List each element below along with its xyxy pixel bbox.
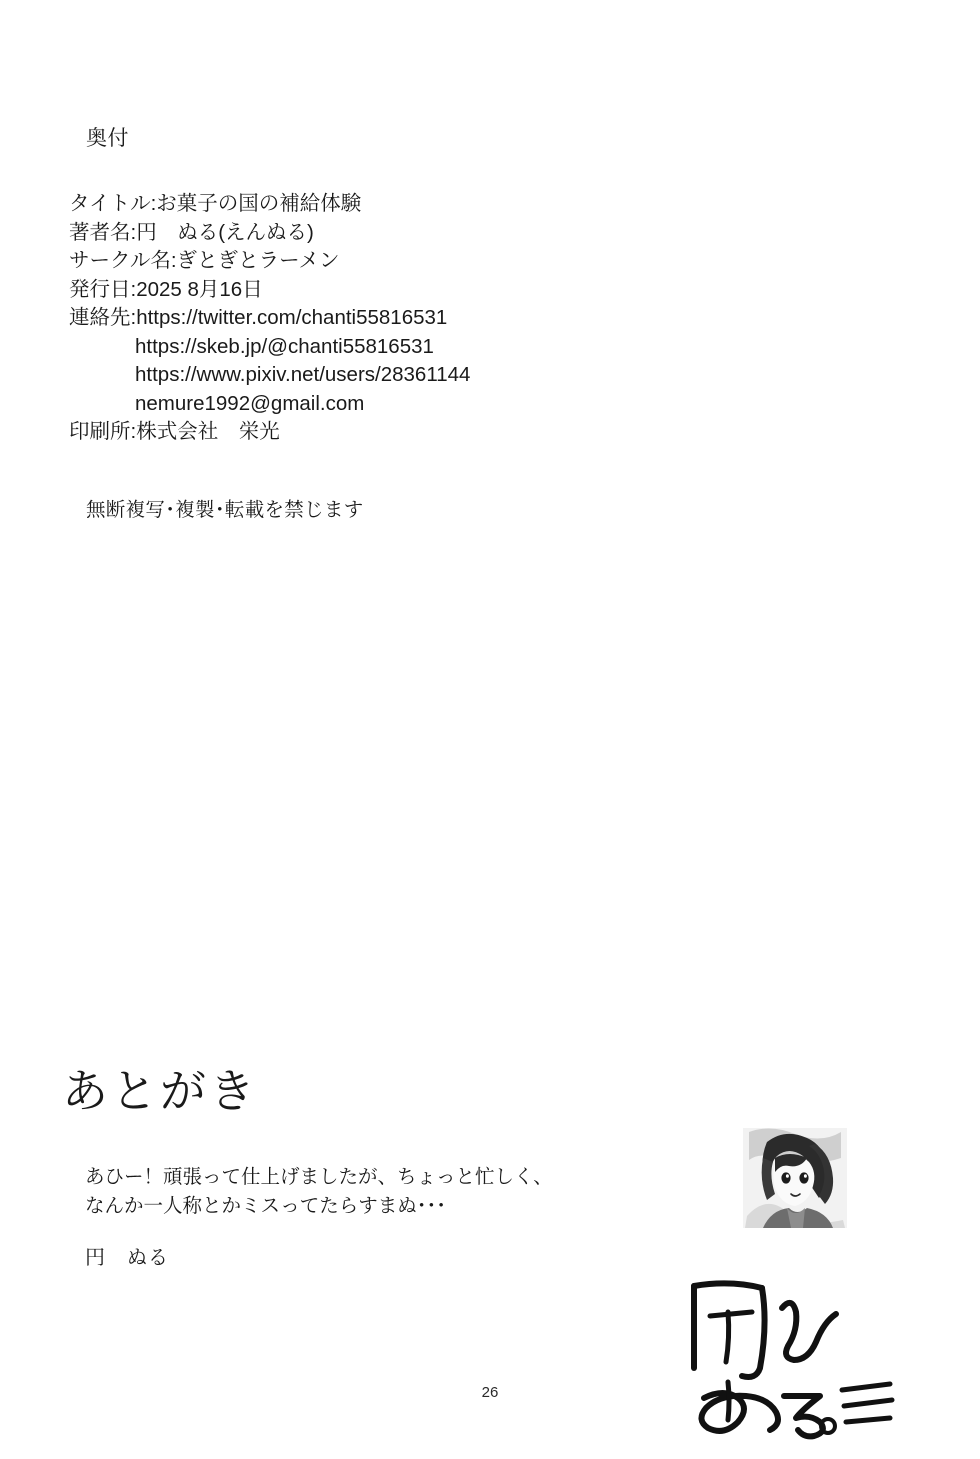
colophon-line-printer: 印刷所:株式会社 栄光 xyxy=(69,420,280,443)
afterword-body xyxy=(85,1163,553,1221)
afterword-line-2: なんか一人称とかミスってたらすまぬ･･･ xyxy=(85,1195,446,1217)
colophon-line-contact-email: nemure1992@gmail.com xyxy=(135,391,365,415)
colophon-details xyxy=(69,190,470,447)
colophon-line-title: タイトル:お菓子の国の補給体験 xyxy=(69,192,362,215)
handwritten-signature-ennuru xyxy=(676,1272,906,1447)
colophon-heading: 奥付 xyxy=(86,127,129,150)
page-number: 26 xyxy=(481,1384,499,1401)
afterword-line-1: あひー！頑張って仕上げましたが、ちょっと忙しく、 xyxy=(85,1166,553,1188)
colophon-line-contact-skeb: https://skeb.jp/@chanti55816531 xyxy=(135,334,434,358)
colophon-line-circle: サークル名:ぎとぎとラーメン xyxy=(69,249,340,272)
copyright-notice: 無断複写･複製･転載を禁じます xyxy=(86,499,364,521)
colophon-line-contact-pixiv: https://www.pixiv.net/users/28361144 xyxy=(135,363,471,386)
afterword-signature-name: 円 ぬる xyxy=(85,1247,169,1269)
colophon-line-publish-date: 発行日:2025 8月16日 xyxy=(69,277,263,301)
portrait-illustration-icon xyxy=(741,1124,849,1232)
colophon-line-author: 著者名:円 ぬる(えんぬる) xyxy=(69,220,314,244)
afterword-title: あとがき xyxy=(62,1065,258,1117)
author-portrait-thumbnail xyxy=(741,1124,849,1232)
signature-strokes-icon xyxy=(676,1272,906,1447)
colophon-line-contact-twitter: 連絡先:https://twitter.com/chanti55816531 xyxy=(69,306,448,329)
